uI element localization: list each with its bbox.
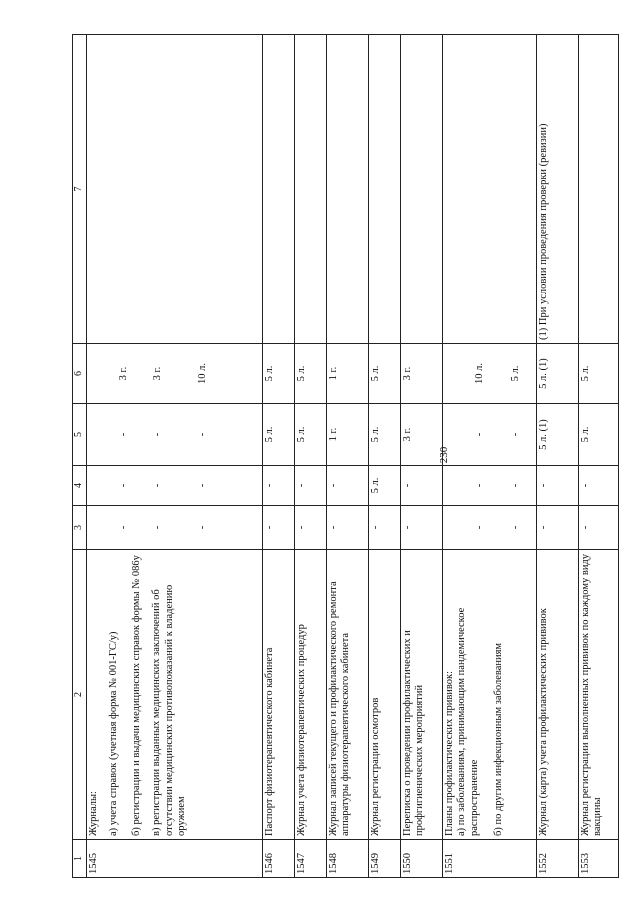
cell-col5: 3 г. [400, 404, 442, 466]
cell-col5: - - - [86, 404, 262, 466]
table-row [262, 35, 294, 878]
cell-col3: - [294, 506, 326, 550]
sub-item: б) регистрации и выдачи медицинских справок формы № 086у [130, 555, 142, 836]
column-header: 3 [73, 506, 87, 550]
cell-col3: - [536, 506, 578, 550]
row-description [442, 550, 536, 840]
row-number: 1545 [86, 840, 262, 878]
cell-col4: 5 л. [368, 466, 400, 506]
table-row [368, 35, 400, 878]
cell-notes [442, 35, 536, 344]
records-table [72, 34, 619, 878]
cell-col6: 3 г. [400, 344, 442, 404]
column-header: 6 [73, 344, 87, 404]
sub-item: б) по другим инфекционным заболеваниям [493, 642, 504, 836]
cell-col4: - [294, 466, 326, 506]
cell-col4: - [400, 466, 442, 506]
cell-col5: - - [442, 404, 536, 466]
table-row [442, 35, 536, 878]
cell-col4: - - [442, 466, 536, 506]
cell-col3: - [400, 506, 442, 550]
column-header: 5 [73, 404, 87, 466]
column-header: 2 [73, 550, 87, 840]
cell-col5: 5 л. [262, 404, 294, 466]
cell-col4: - [326, 466, 368, 506]
row-number: 1546 [262, 840, 294, 878]
cell-notes [578, 35, 618, 344]
cell-col5: 5 л. (1) [536, 404, 578, 466]
row-description: Паспорт физиотерапевтического кабинета [262, 550, 294, 840]
table-row [578, 35, 618, 878]
row-heading: Журналы: [87, 791, 99, 836]
cell-col3: - - - [86, 506, 262, 550]
cell-notes [262, 35, 294, 344]
cell-col5: 5 л. [368, 404, 400, 466]
cell-col6: 5 л. (1) [536, 344, 578, 404]
row-number: 1549 [368, 840, 400, 878]
row-number: 1551 [442, 840, 536, 878]
cell-notes [86, 35, 262, 344]
cell-notes [294, 35, 326, 344]
table-row [326, 35, 368, 878]
cell-notes [400, 35, 442, 344]
sub-item: а) по заболеваниям, принимающим пандемическое распространение [456, 607, 480, 836]
cell-col6: 5 л. [368, 344, 400, 404]
row-description: Журнал записей текущего и профилактического ремонта аппаратуры физиотерапевтического кабинета [326, 550, 368, 840]
table-row [294, 35, 326, 878]
row-description: Переписка о проведении профилактических и профгигиенических мероприятий [400, 550, 442, 840]
cell-col6: 5 л. [294, 344, 326, 404]
table-row [400, 35, 442, 878]
cell-col4: - [262, 466, 294, 506]
row-number: 1550 [400, 840, 442, 878]
cell-col4: - [536, 466, 578, 506]
row-description: Журнал регистрации осмотров [368, 550, 400, 840]
cell-col3: - [578, 506, 618, 550]
sub-item: в) регистрации выданных медицинских заключений об отсутствии медицинских противопоказаний к владению оружием [151, 584, 187, 836]
row-heading: Планы профилактических прививок: [443, 670, 455, 836]
cell-col3: - [262, 506, 294, 550]
row-number: 1548 [326, 840, 368, 878]
row-description: Журнал учета физиотерапевтических процедур [294, 550, 326, 840]
row-description [86, 550, 262, 840]
cell-notes [368, 35, 400, 344]
column-header: 1 [73, 840, 87, 878]
row-description: Журнал регистрации выполненных прививок по каждому виду вакцины [578, 550, 618, 840]
sub-item: а) учета справок (учетная форма № 001-ГС/у) [108, 631, 119, 836]
cell-col5: 1 г. [326, 404, 368, 466]
table-row [536, 35, 578, 878]
cell-col4: - [578, 466, 618, 506]
cell-col6: 3 г. 3 г. 10 л. [86, 344, 262, 404]
page-number: 230 [438, 446, 450, 464]
row-description: Журнал (карта) учета профилактических прививок [536, 550, 578, 840]
cell-col4: - - - [86, 466, 262, 506]
cell-notes: (1) При условии проведения проверки (ревизии) [536, 35, 578, 344]
column-header: 4 [73, 466, 87, 506]
row-number: 1552 [536, 840, 578, 878]
header-row [73, 35, 87, 878]
cell-col5: 5 л. [294, 404, 326, 466]
cell-col3: - [368, 506, 400, 550]
row-number: 1547 [294, 840, 326, 878]
cell-col3: - - [442, 506, 536, 550]
row-number: 1553 [578, 840, 618, 878]
cell-notes [326, 35, 368, 344]
column-header: 7 [73, 35, 87, 344]
cell-col5: 5 л. [578, 404, 618, 466]
cell-col3: - [326, 506, 368, 550]
cell-col6: 1 г. [326, 344, 368, 404]
cell-col6: 10 л. 5 л. [442, 344, 536, 404]
table-row [86, 35, 262, 878]
cell-col6: 5 л. [578, 344, 618, 404]
cell-col6: 5 л. [262, 344, 294, 404]
